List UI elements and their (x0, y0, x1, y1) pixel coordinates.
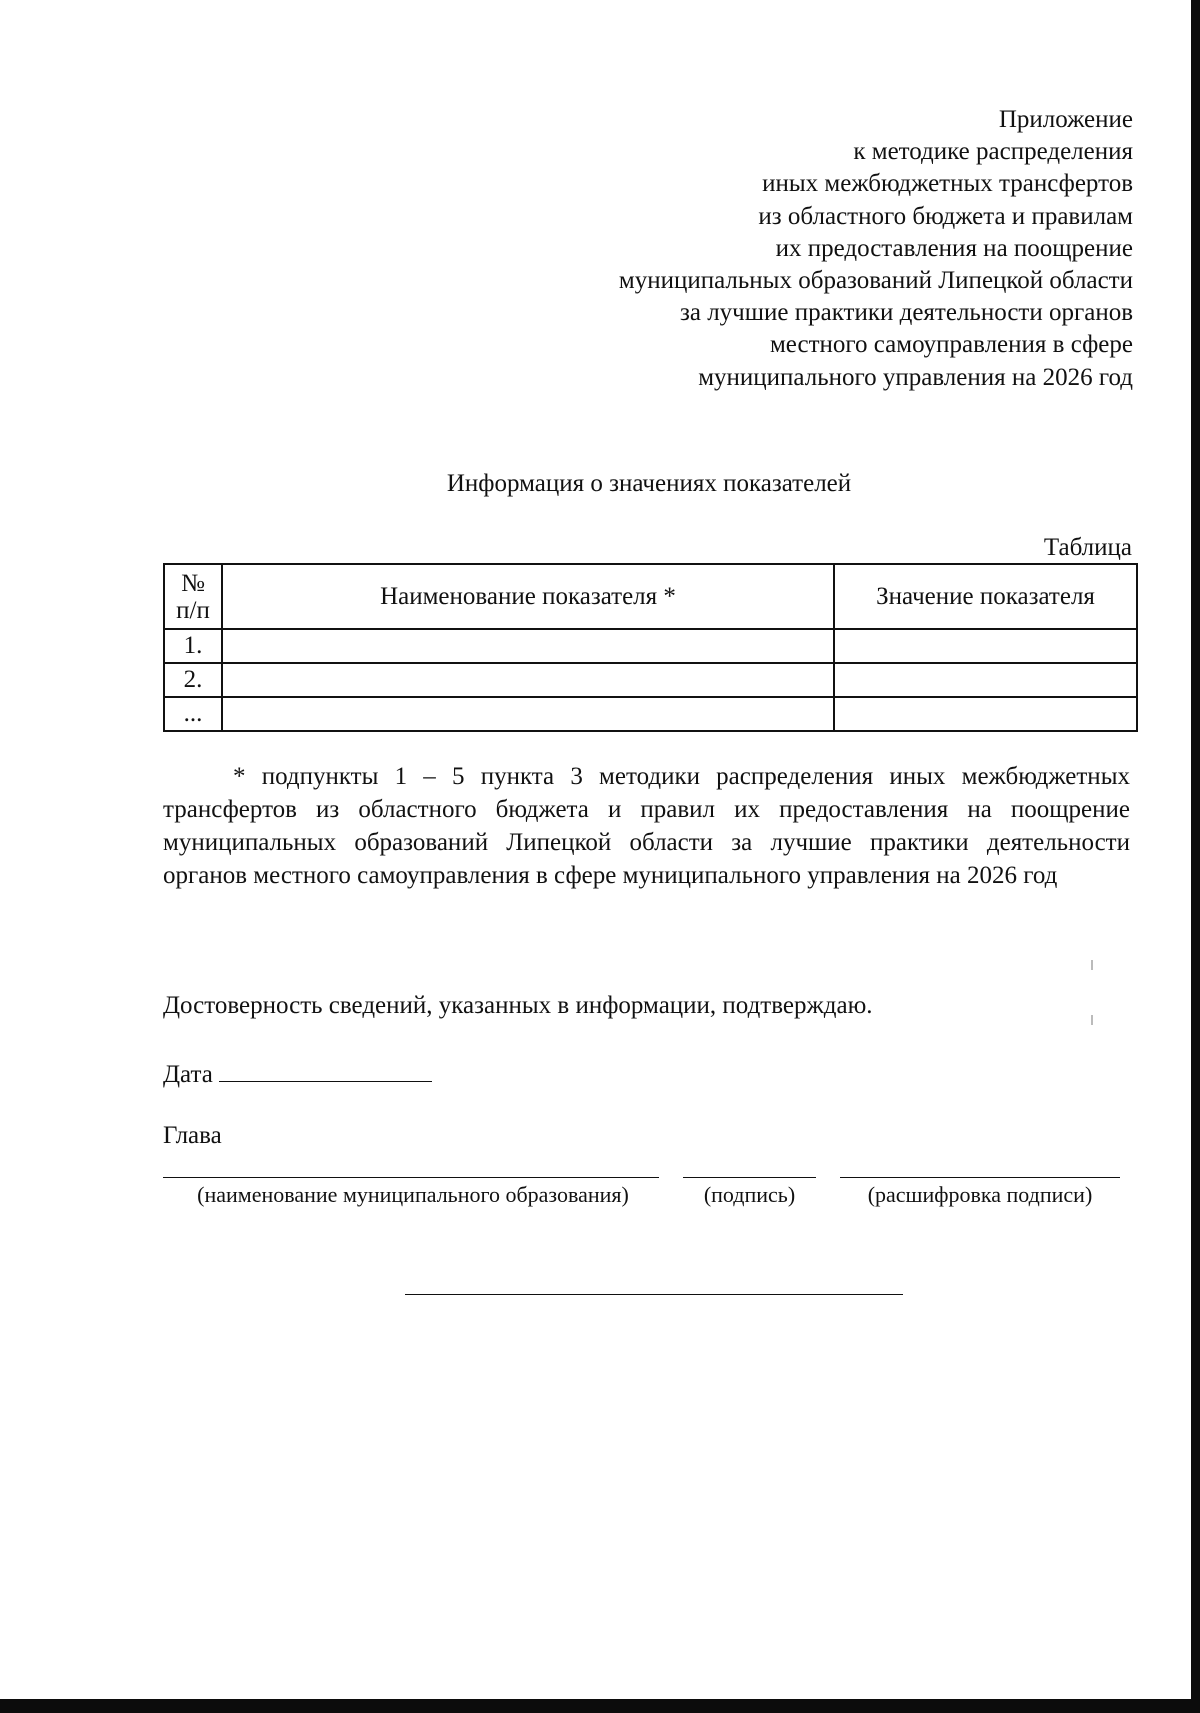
date-field-line (219, 1055, 432, 1082)
appendix-header (619, 104, 1133, 394)
decoding-caption: (расшифровка подписи) (867, 1182, 1093, 1207)
appendix-line: местного самоуправления в сфере (769, 331, 1133, 359)
appendix-line: из областного бюджета и правилам (758, 202, 1133, 230)
footnote: * подпункты 1 – 5 пункта 3 методики распределения иных межбюджетных трансфертов из областного бюджета и правил их предоставления на поощрение муниципальных образований Липецкой области за лучшие практики деятельности органов местного самоуправления в сфере муниципального управления на 2026 год (163, 763, 1130, 889)
row-number: 1. (164, 629, 222, 663)
document-title: Информация о значениях показателей (446, 470, 852, 497)
signature-caption: (подпись) (703, 1182, 796, 1207)
row-number: ... (164, 697, 222, 731)
row-value (834, 663, 1137, 697)
header-name: Наименование показателя * (222, 564, 834, 629)
date-label: Дата (163, 1061, 213, 1088)
header-number (164, 564, 222, 629)
appendix-line: их предоставления на поощрение (775, 234, 1133, 262)
scan-border-right (1191, 0, 1200, 1713)
header-number-text: № п/п (176, 569, 210, 624)
municipality-signature-line (163, 1177, 659, 1178)
table-row (164, 663, 1137, 697)
decoding-signature-line (840, 1177, 1120, 1178)
table-row (164, 629, 1137, 663)
scan-speck (1091, 1015, 1093, 1025)
header-value: Значение показателя (834, 564, 1137, 629)
indicators-table (163, 563, 1138, 732)
appendix-line: муниципальных образований Липецкой области (618, 267, 1133, 295)
head-label: Глава (163, 1122, 222, 1149)
row-value (834, 697, 1137, 731)
appendix-line: Приложение (998, 106, 1133, 133)
appendix-line: к методике распределения (853, 138, 1133, 166)
row-name (222, 663, 834, 697)
row-number: 2. (164, 663, 222, 697)
confirmation-text: Достоверность сведений, указанных в информации, подтверждаю. (163, 992, 873, 1019)
scan-border-bottom (0, 1699, 1200, 1713)
end-divider (405, 1294, 903, 1295)
table-row (164, 697, 1137, 731)
municipality-caption: (наименование муниципального образования) (197, 1182, 629, 1207)
scan-speck (1091, 960, 1093, 970)
appendix-line: муниципального управления на 2026 год (698, 363, 1133, 391)
table-header-row (164, 564, 1137, 629)
row-value (834, 629, 1137, 663)
appendix-line: за лучшие практики деятельности органов (679, 299, 1133, 327)
date-row (163, 1055, 432, 1091)
row-name (222, 629, 834, 663)
table-label: Таблица (1043, 534, 1132, 561)
signature-line (683, 1177, 816, 1178)
row-name (222, 697, 834, 731)
appendix-line: иных межбюджетных трансфертов (762, 170, 1133, 198)
